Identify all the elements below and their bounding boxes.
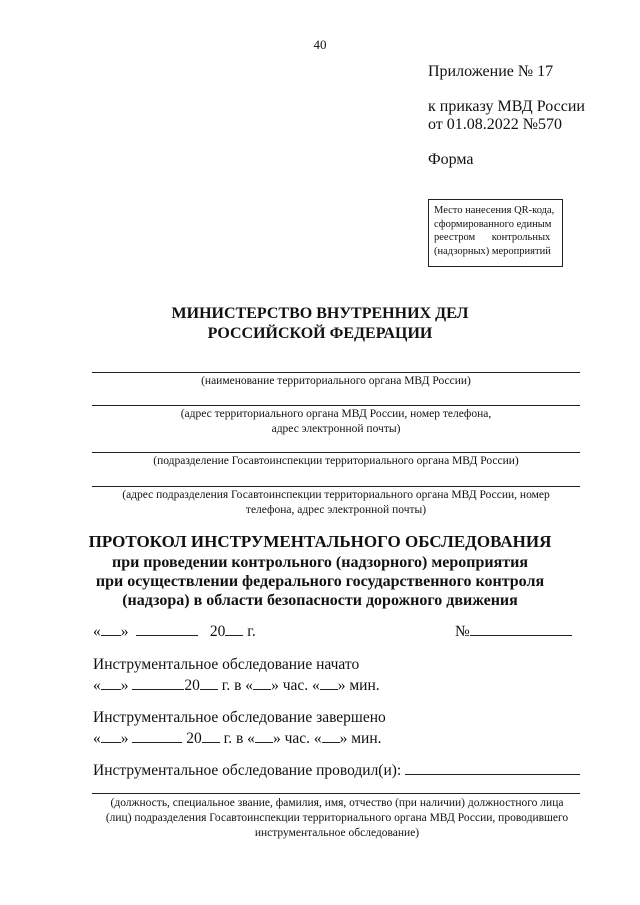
started-month-blank[interactable] [132, 675, 184, 690]
started-year-blank[interactable] [200, 675, 218, 690]
protocol-number-field: № [455, 621, 572, 641]
territorial-body-address-line [92, 405, 580, 406]
official-caption-line1: (должность, специальное звание, фамилия, имя, отчество (при наличии) должностного лица [110, 797, 564, 809]
protocol-subtitle-3: (надзора) в области безопасности дорожного движения [122, 592, 518, 609]
finished-datetime-row: « » 20 г. в « » час. « » мин. [93, 730, 382, 747]
annex-order-line: к приказу МВД России [428, 98, 585, 115]
territorial-body-address-caption-2: адрес электронной почты) [271, 423, 401, 435]
official-caption-line3: инструментальное обследование) [254, 827, 420, 839]
qr-box-line: Место нанесения QR-кода, [434, 205, 555, 216]
protocol-subtitle-2: при осуществлении федерального государственного контроля [95, 573, 545, 590]
finished-month-blank[interactable] [132, 728, 182, 743]
protocol-number-blank[interactable] [470, 621, 572, 636]
official-caption-line2: (лиц) подразделения Госавтоинспекции территориального органа МВД России, проводившего [105, 812, 569, 824]
traffic-police-unit-caption: (подразделение Госавтоинспекции территориального органа МВД России) [153, 455, 519, 467]
started-day-blank[interactable] [101, 675, 121, 690]
day-blank[interactable] [101, 621, 121, 636]
year-blank[interactable] [225, 621, 243, 636]
protocol-subtitle-1: при проведении контрольного (надзорного) мероприятия [111, 554, 529, 571]
qr-box-line: реестром контрольных [434, 232, 551, 243]
ministry-title-line2: РОССИЙСКОЙ ФЕДЕРАЦИИ [207, 325, 433, 342]
form-label: Форма [428, 151, 474, 168]
finished-year-blank[interactable] [202, 728, 220, 743]
traffic-police-address-line [92, 486, 580, 487]
annex-order-date: от 01.08.2022 №570 [428, 116, 563, 133]
annex-number: Приложение № 17 [428, 63, 554, 80]
protocol-title: ПРОТОКОЛ ИНСТРУМЕНТАЛЬНОГО ОБСЛЕДОВАНИЯ [88, 532, 552, 551]
started-minute-blank[interactable] [320, 675, 338, 690]
finished-day-blank[interactable] [101, 728, 121, 743]
traffic-police-unit-line [92, 452, 580, 453]
territorial-body-name-line [92, 372, 580, 373]
traffic-police-address-caption: (адрес подразделения Госавтоинспекции территориального органа МВД России, номер [122, 489, 550, 501]
territorial-body-address-caption: (адрес территориального органа МВД России, номер телефона, [180, 408, 492, 420]
conducted-by-row: Инструментальное обследование проводил(и): [93, 760, 580, 780]
month-blank[interactable] [136, 621, 198, 636]
started-datetime-row: « » 20 г. в « » час. « » мин. [93, 677, 380, 694]
conducted-by-blank[interactable] [405, 760, 580, 775]
protocol-date-row: « » 20 г. [93, 623, 256, 640]
qr-box-line: сформированного единым [434, 218, 552, 230]
traffic-police-address-caption-2: телефона, адрес электронной почты) [245, 504, 427, 516]
started-hour-blank[interactable] [253, 675, 271, 690]
ministry-title-line1: МИНИСТЕРСТВО ВНУТРЕННИХ ДЕЛ [171, 305, 469, 322]
finished-minute-blank[interactable] [322, 728, 340, 743]
qr-code-placeholder [428, 199, 563, 267]
page-number: 40 [313, 37, 327, 52]
finished-label: Инструментальное обследование завершено [93, 709, 386, 726]
finished-hour-blank[interactable] [255, 728, 273, 743]
qr-box-line: (надзорных) мероприятий [434, 245, 551, 257]
conducted-by-second-line[interactable] [92, 793, 580, 794]
territorial-body-name-caption: (наименование территориального органа МВД России) [201, 375, 471, 387]
started-label: Инструментальное обследование начато [93, 656, 360, 673]
